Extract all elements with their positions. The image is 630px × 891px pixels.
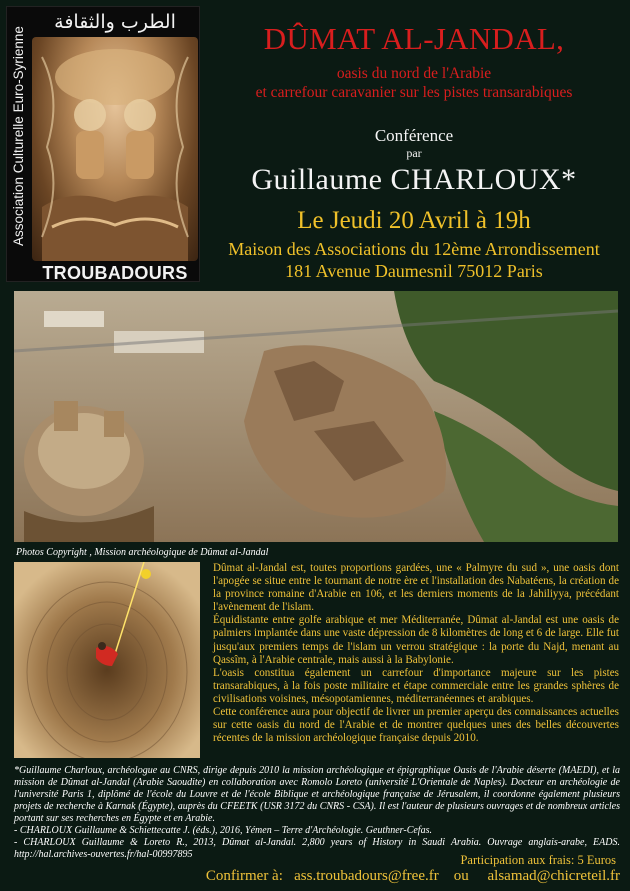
speaker-name: Guillaume CHARLOUX* bbox=[251, 163, 577, 196]
carving-illustration bbox=[32, 37, 198, 261]
event-venue bbox=[204, 238, 624, 282]
participation-fee: Participation aux frais: 5 Euros bbox=[460, 853, 616, 867]
well-illustration bbox=[14, 562, 200, 758]
carved-ivory-image bbox=[32, 37, 198, 261]
event-date: Le Jeudi 20 Avril à 19h bbox=[297, 207, 531, 234]
par-label: par bbox=[406, 146, 422, 160]
description-paragraph-1: Dûmat al-Jandal est, toutes proportions gardées, une « Palmyre du sud », une oasis dont l'apogée se situe entre le tournant de notre ère et l'installation des Nabatéens, la création de la province romaine d'Arabie en 106, et les derniers moments de la Jahiliyya, précédant l'avènement de l'islam. bbox=[213, 562, 619, 614]
aerial-photo-illustration bbox=[14, 291, 618, 542]
association-logo bbox=[6, 6, 200, 282]
speaker-bio bbox=[14, 765, 620, 861]
bio-main: *Guillaume Charloux, archéologue au CNRS, dirige depuis 2010 la mission archéologique et épigraphique Oasis de l'Arabie déserte (MAEDI), et la mission de Dûmat al-Jandal (Arabie Saoudite) en collaboration avec Romolo Loreto (université L'Orientale de Naples). Docteur en archéologie de l'université Paris 1, diplômé de l'école du Louvre et de l'école Biblique et archéologique française de Jérusalem, il coordonne également plusieurs projets de recherche à Karnak (Égypte), auprès du CFEETK (USR 3172 du CNRS - CSA). Il est l'auteur de plusieurs ouvrages et de nombreux articles portant sur ses recherches en Égypte et en Arabie. bbox=[14, 765, 620, 824]
description-paragraph-2: Équidistante entre golfe arabique et mer Méditerranée, Dûmat al-Jandal est une oasis de palmiers implantée dans une vaste dépression de 8 kilomètres de long et 6 de large. Elle fut jusqu'aux premiers temps de l'islam un verrou stratégique : la porte du Najd, menant au Qassîm, à l'Arabie centrale, mais aussi à la Babylonie. bbox=[213, 614, 619, 666]
conference-label: Conférence bbox=[374, 126, 454, 145]
description-paragraph-4: Cette conférence aura pour objectif de livrer un premier aperçu des connaissances actuelles sur cette oasis du nord de l'Arabie et de montrer quelques unes des belles découvertes récentes de la mission archéologique française depuis 2010. bbox=[213, 706, 619, 745]
well-photo bbox=[14, 562, 200, 758]
photo-caption: Photos Copyright , Mission archéologique de Dûmat al-Jandal bbox=[16, 547, 269, 558]
event-description bbox=[213, 562, 619, 745]
bio-reference-1: - CHARLOUX Guillaume & Schiettecatte J. (éds.), 2016, Yémen – Terre d'Archéologie. Geuthner-Cefas. bbox=[14, 825, 432, 836]
subtitle bbox=[204, 64, 624, 102]
subtitle-line-2: et carrefour caravanier sur les pistes transarabiques bbox=[255, 84, 573, 101]
logo-arabic-text: الطرب والثقافة bbox=[54, 11, 176, 33]
venue-line-2: 181 Avenue Daumesnil 75012 Paris bbox=[285, 261, 543, 281]
page-title: DÛMAT AL-JANDAL, bbox=[263, 21, 565, 56]
subtitle-line-1: oasis du nord de l'Arabie bbox=[336, 65, 492, 82]
contact-email-1[interactable]: ass.troubadours@free.fr bbox=[294, 868, 439, 884]
contact-line bbox=[14, 866, 620, 886]
logo-vertical-text: Association Culturelle Euro-Syrienne bbox=[11, 26, 26, 246]
description-paragraph-3: L'oasis constitua également un carrefour d'importance majeure sur les pistes transarabiques, à la fois poste militaire et étape commerciale entre les grandes sphères de civilisations voisines, mésopotamiennes, méditerranéennes et arabiques. bbox=[213, 666, 619, 705]
aerial-photo-oasis bbox=[14, 291, 618, 542]
bio-reference-2: - CHARLOUX Guillaume & Loreto R., 2013, Dûmat al-Jandal. 2,800 years of History in Saudi Arabia. Ouvrage anglais-arabe, EADS. http://hal.archives-ouvertes.fr/hal-00997895 bbox=[14, 837, 620, 860]
logo-name: TROUBADOURS bbox=[42, 263, 188, 283]
contact-email-2[interactable]: alsamad@chicreteil.fr bbox=[487, 868, 620, 884]
contact-separator: ou bbox=[453, 868, 469, 884]
venue-line-1: Maison des Associations du 12ème Arrondissement bbox=[228, 239, 600, 259]
contact-label: Confirmer à: bbox=[205, 868, 283, 884]
